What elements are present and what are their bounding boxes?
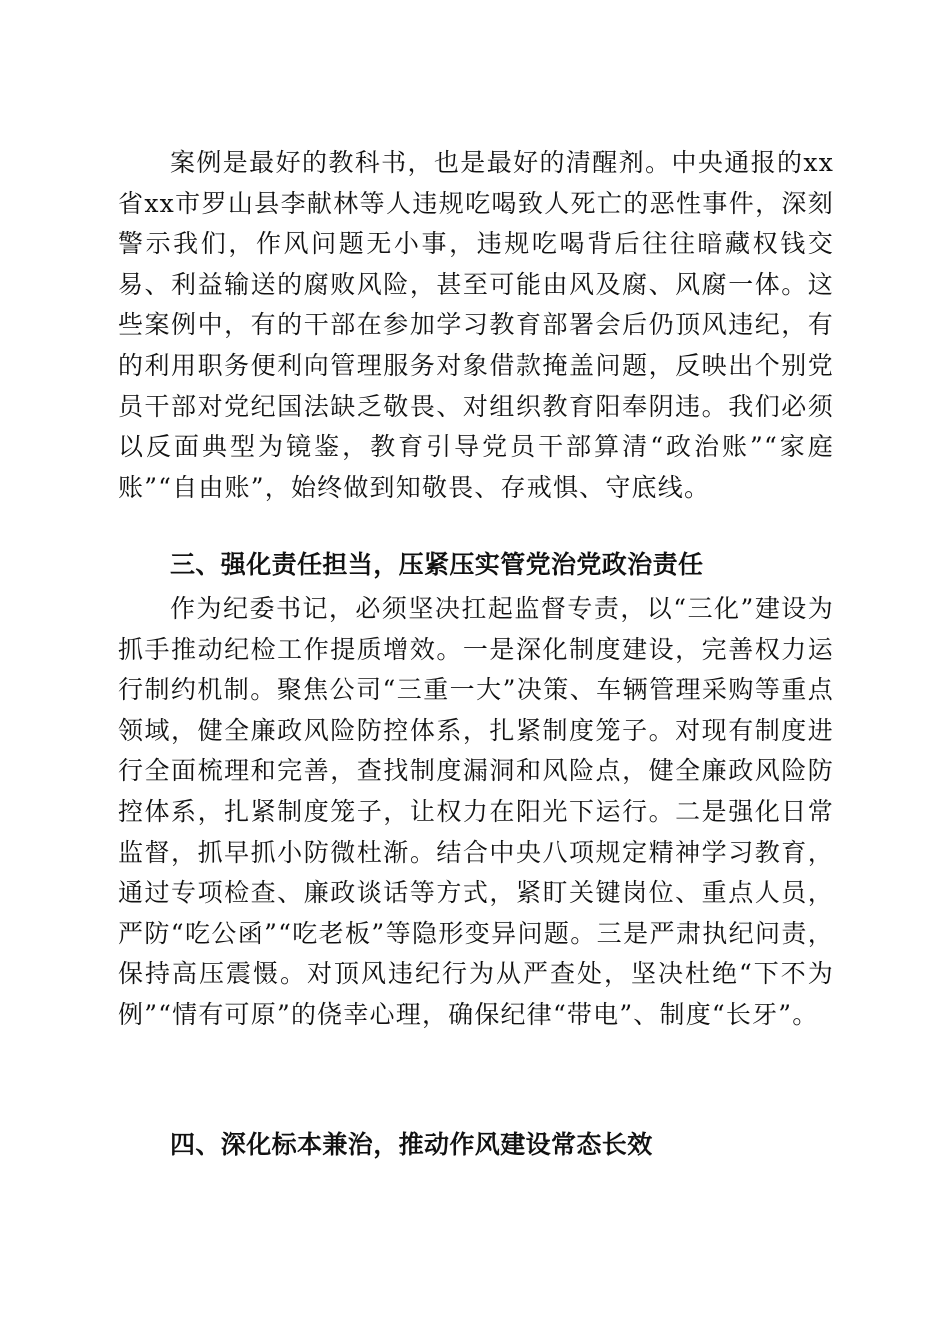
section-heading-four: 四、深化标本兼治，推动作风建设常态长效 [170,1130,653,1159]
body-paragraph-case-warning: 案例是最好的教科书，也是最好的清醒剂。中央通报的xx省xx市罗山县李献林等人违规吃喝致人死亡的恶性事件，深刻警示我们，作风问题无小事，违规吃喝背后往往暗藏权钱交易、利益输送的腐败风险，甚至可能由风及腐、风腐一体。这些案例中，有的干部在参加学习教育部署会后仍顶风违纪，有的利用职务便利向管理服务对象借款掩盖问题，反映出个别党员干部对党纪国法缺乏敬畏、对组织教育阳奉阴违。我们必须以反面典型为镜鉴，教育引导党员干部算清“政治账”“家庭账”“自由账”，始终做到知敬畏、存戒惧、守底线。 [118,148,834,502]
body-paragraph-responsibility: 作为纪委书记，必须坚决扛起监督专责，以“三化”建设为抓手推动纪检工作提质增效。一是深化制度建设，完善权力运行制约机制。聚焦公司“三重一大”决策、车辆管理采购等重点领域，健全廉政风险防控体系，扎紧制度笼子。对现有制度进行全面梳理和完善，查找制度漏洞和风险点，健全廉政风险防控体系，扎紧制度笼子，让权力在阳光下运行。二是强化日常监督，抓早抓小防微杜渐。结合中央八项规定精神学习教育，通过专项检查、廉政谈话等方式，紧盯关键岗位、重点人员，严防“吃公函”“吃老板”等隐形变异问题。三是严肃执纪问责，保持高压震慑。对顶风违纪行为从严查处，坚决杜绝“下不为例”“情有可原”的侥幸心理，确保纪律“带电”、制度“长牙”。 [118,594,834,1029]
section-heading-three: 三、强化责任担当，压紧压实管党治党政治责任 [170,550,704,579]
